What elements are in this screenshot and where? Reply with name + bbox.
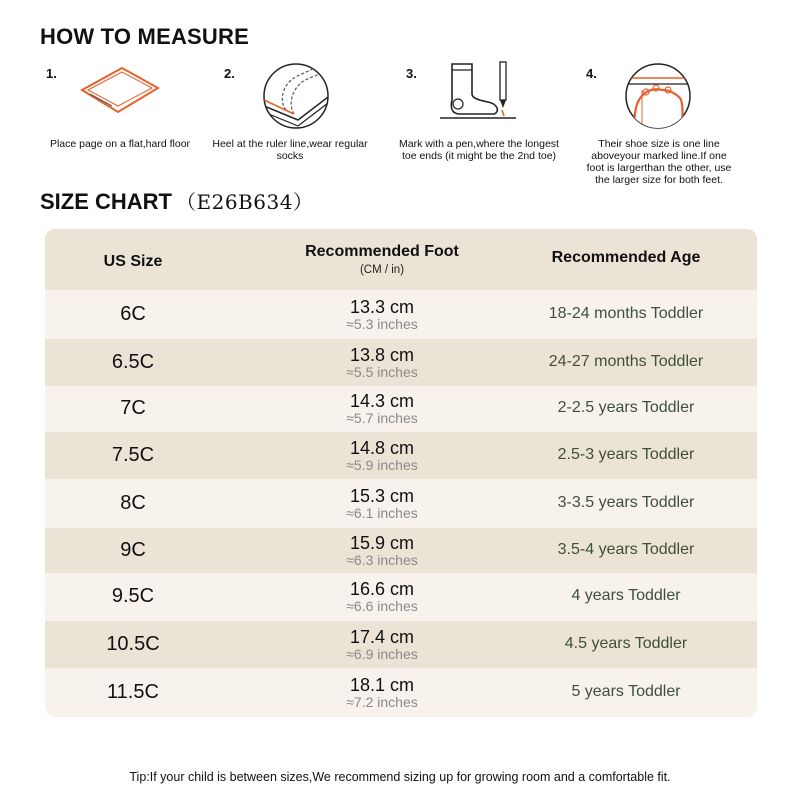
heel-on-ruler-icon	[260, 60, 332, 132]
foot-length-cell	[311, 345, 453, 380]
us-size-cell: 11.5C	[107, 680, 159, 703]
us-size-cell: 7.5C	[111, 443, 155, 466]
age-cell: 2.5-3 years Toddler	[557, 445, 695, 463]
product-code: （E26B634）	[176, 190, 314, 214]
table-row	[45, 621, 757, 668]
header-recommended-age: Recommended Age	[551, 249, 701, 266]
table-row	[45, 528, 757, 573]
us-size-cell: 9.5C	[111, 585, 155, 607]
age-cell: 24-27 months Toddler	[548, 352, 704, 370]
size-chart-table	[45, 229, 757, 717]
foot-length-cell	[311, 627, 453, 662]
foot-length-cell	[311, 391, 453, 426]
foot-cm: 18.1 cm	[349, 674, 415, 695]
us-size-cell: 7C	[120, 397, 146, 419]
size-chart-title-text: SIZE CHART	[40, 189, 172, 214]
step-caption: Mark with a pen,where the longest toe ends (it might be the 2nd toe)	[399, 138, 559, 162]
step-number: 1.	[46, 66, 57, 81]
foot-inches: ≈6.3 inches	[346, 551, 418, 568]
foot-length-cell	[311, 438, 453, 473]
foot-cm: 17.4 cm	[349, 626, 415, 647]
foot-inches: ≈7.2 inches	[346, 693, 418, 710]
sock-and-pen-icon	[438, 60, 518, 122]
age-cell: 18-24 months Toddler	[548, 304, 704, 322]
age-cell: 3.5-4 years Toddler	[557, 540, 695, 558]
toe-line-icon	[622, 60, 694, 132]
table-row	[45, 668, 757, 717]
foot-length-cell	[311, 297, 453, 332]
us-size-cell: 10.5C	[106, 632, 160, 655]
foot-inches: ≈5.7 inches	[346, 410, 418, 426]
foot-inches: ≈5.5 inches	[346, 363, 418, 380]
age-cell: 2-2.5 years Toddler	[557, 399, 695, 416]
foot-inches: ≈6.6 inches	[346, 598, 418, 614]
us-size-cell: 6.5C	[111, 350, 155, 373]
age-cell: 4 years Toddler	[571, 587, 681, 604]
paper-on-floor-icon	[78, 60, 162, 124]
foot-length-cell	[311, 486, 453, 521]
foot-cm: 15.9 cm	[349, 532, 415, 553]
step-3	[399, 58, 594, 208]
step-number: 2.	[224, 66, 235, 81]
foot-cm: 16.6 cm	[349, 579, 415, 599]
foot-cm: 14.8 cm	[349, 437, 415, 458]
step-caption: Their shoe size is one line aboveyour marked line.If one foot is largerthan the other, use the larger size for both feet.	[586, 138, 732, 186]
header-us-size: US Size	[103, 253, 163, 270]
foot-inches: ≈6.9 inches	[346, 645, 418, 662]
header-foot-units: (CM / in)	[359, 264, 405, 276]
how-to-measure-title: HOW TO MEASURE	[40, 24, 249, 49]
foot-length-cell	[311, 579, 453, 614]
step-caption: Heel at the ruler line,wear regular socks	[212, 138, 368, 162]
size-chart-title	[40, 186, 313, 215]
age-cell: 5 years Toddler	[571, 682, 681, 700]
foot-length-cell	[311, 675, 453, 710]
foot-cm: 14.3 cm	[349, 391, 415, 411]
header-recommended-foot	[265, 243, 499, 276]
step-number: 4.	[586, 66, 597, 81]
table-row	[45, 479, 757, 528]
us-size-cell: 9C	[120, 538, 146, 561]
step-caption: Place page on a flat,hard floor	[49, 138, 191, 150]
foot-cm: 13.3 cm	[349, 296, 415, 317]
sizing-tip: Tip:If your child is between sizes,We recommend sizing up for growing room and a comfortable fit.	[129, 770, 671, 784]
step-number: 3.	[406, 66, 417, 81]
step-4	[584, 58, 774, 208]
table-row	[45, 573, 757, 621]
table-row	[45, 290, 757, 339]
foot-inches: ≈5.9 inches	[346, 456, 418, 473]
age-cell: 4.5 years Toddler	[564, 634, 688, 652]
table-row	[45, 432, 757, 479]
header-foot-label: Recommended Foot	[305, 243, 459, 260]
foot-length-cell	[311, 533, 453, 568]
age-cell: 3-3.5 years Toddler	[557, 493, 695, 511]
us-size-cell: 8C	[120, 491, 146, 514]
foot-cm: 13.8 cm	[349, 344, 415, 365]
table-header	[45, 229, 757, 290]
table-row	[45, 339, 757, 386]
us-size-cell: 6C	[120, 302, 146, 325]
foot-inches: ≈6.1 inches	[346, 504, 418, 521]
foot-inches: ≈5.3 inches	[346, 315, 418, 332]
foot-cm: 15.3 cm	[349, 485, 415, 506]
table-row	[45, 386, 757, 432]
